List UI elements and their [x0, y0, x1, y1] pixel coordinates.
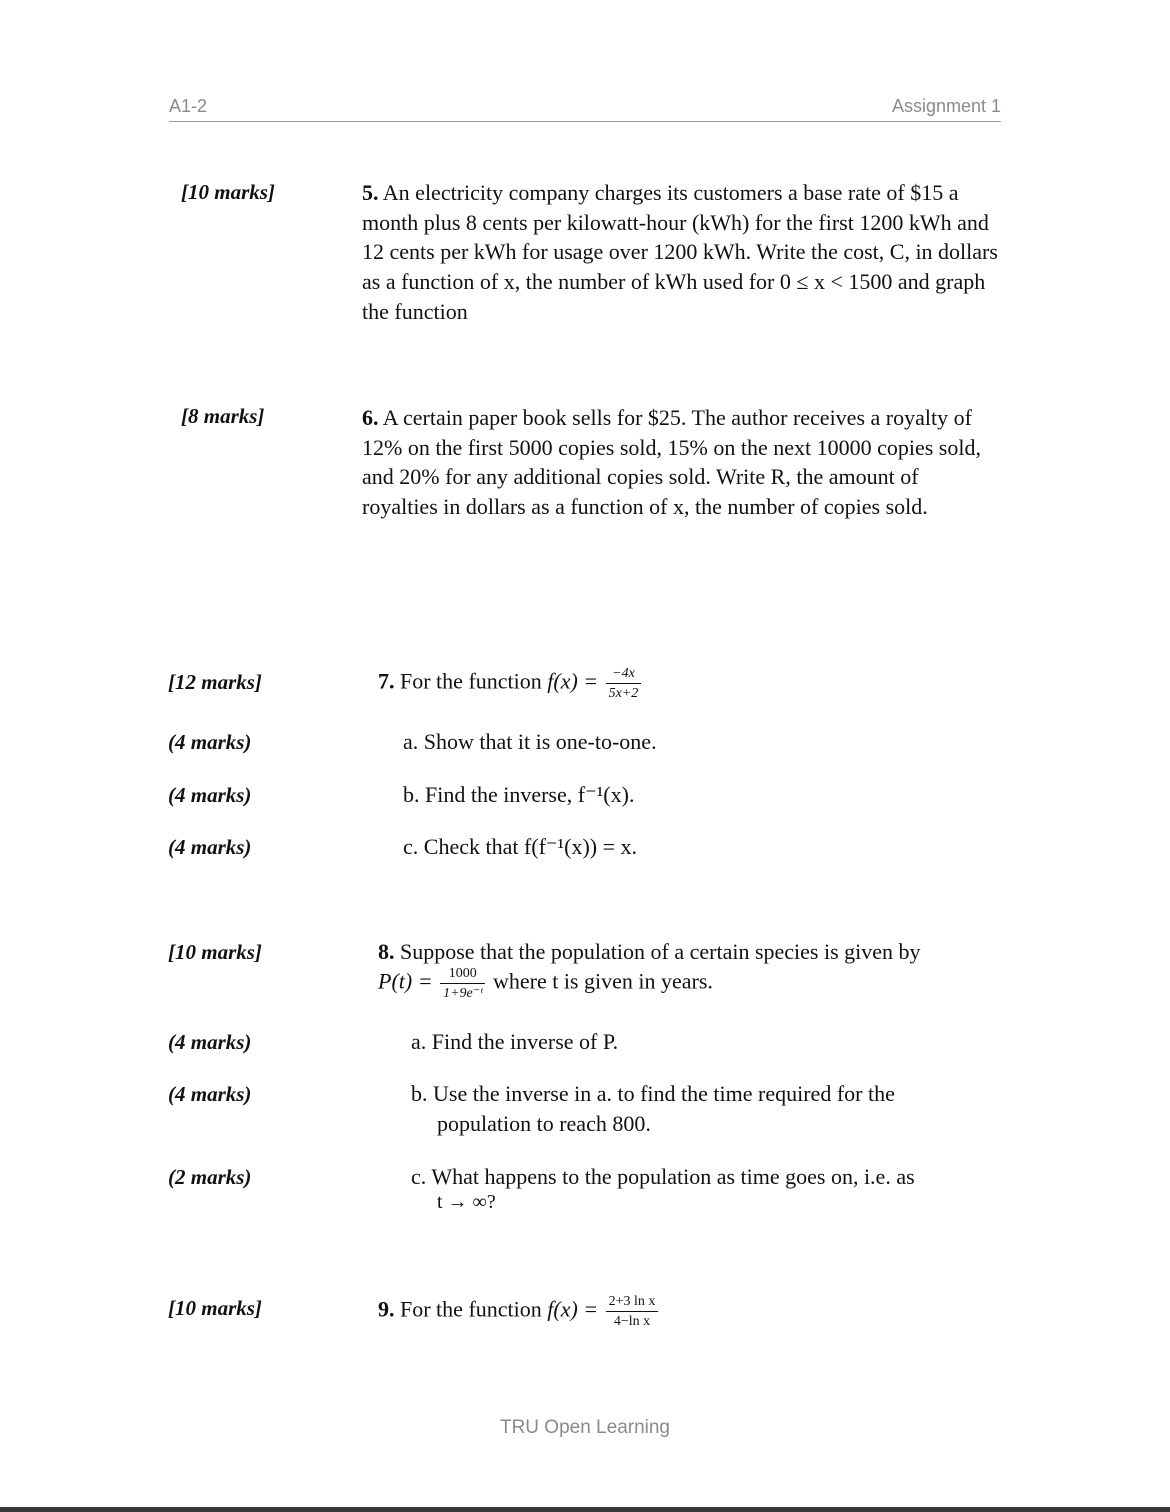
q8-intro: Suppose that the population of a certain species is given by [400, 939, 921, 964]
q9-number: 9. [378, 1296, 395, 1322]
page-id: A1-2 [169, 96, 208, 116]
q7c-marks: (4 marks) [168, 835, 252, 859]
q9-fraction [606, 1292, 659, 1331]
q8a-marks: (4 marks) [168, 1030, 252, 1054]
q9-marks: [10 marks] [168, 1296, 262, 1320]
q9-frac-denominator: 4−ln x [613, 1314, 651, 1329]
page-footer: TRU Open Learning [499, 1417, 671, 1438]
q8b-text-line1: b. Use the inverse in a. to find the time required for the [411, 1081, 895, 1106]
q5-marks: [10 marks] [181, 180, 275, 204]
q7-equation [378, 664, 643, 703]
q5-number: 5. [362, 180, 379, 205]
q9-func: f(x) = [547, 1296, 599, 1322]
q7-frac-denominator: 5x+2 [608, 686, 639, 701]
q8c-text-line2: t → ∞? [437, 1191, 496, 1213]
page-header [169, 96, 1001, 122]
q8-equation-rest: where t is given in years. [492, 968, 713, 994]
q8c-marks: (2 marks) [168, 1165, 252, 1189]
q6-text [362, 403, 994, 522]
q8-fraction [440, 964, 485, 1003]
q9-equation [378, 1292, 660, 1331]
q8-equation [378, 964, 713, 1003]
q6-marks: [8 marks] [181, 404, 265, 428]
q8-number: 8. [378, 939, 395, 964]
q7a-marks: (4 marks) [168, 730, 252, 754]
q7-marks: [12 marks] [168, 670, 262, 694]
q8-marks: [10 marks] [168, 940, 262, 964]
q7-func: f(x) = [547, 668, 599, 694]
q7-intro: For the function [400, 668, 542, 694]
q7c-text: c. Check that f(f⁻¹(x)) = x. [403, 834, 638, 859]
q8-line1 [378, 939, 921, 965]
q8-frac-numerator: 1000 [440, 964, 485, 984]
q5-body: An electricity company charges its customers a base rate of $15 a month plus 8 cents per kilowatt-hour (kWh) for the first 1200 kWh and 12 cents per kWh for usage over 1200 kWh. Write the cost, C, in dollars as a function of x, the number of kWh used for 0 ≤ x < 1500 and graph the function [362, 180, 998, 324]
document-title: Assignment 1 [891, 96, 1001, 116]
q9-frac-numerator: 2+3 ln x [606, 1292, 659, 1312]
q8a-text: a. Find the inverse of P. [411, 1029, 619, 1054]
q8b-text-line2: population to reach 800. [437, 1111, 651, 1136]
page-bottom-border [0, 1507, 1170, 1512]
q8-func: P(t) = [378, 968, 433, 994]
q8b-marks: (4 marks) [168, 1082, 252, 1106]
q7-fraction [606, 664, 642, 703]
q9-intro: For the function [400, 1296, 542, 1322]
q8c-text-line1: c. What happens to the population as time goes on, i.e. as [411, 1164, 915, 1189]
q7a-text: a. Show that it is one-to-one. [403, 729, 657, 754]
q6-number: 6. [362, 405, 379, 430]
q7b-text: b. Find the inverse, f⁻¹(x). [403, 782, 635, 807]
q7b-marks: (4 marks) [168, 783, 252, 807]
q5-text [362, 178, 1002, 327]
q7-number: 7. [378, 668, 395, 694]
q6-body: A certain paper book sells for $25. The author receives a royalty of 12% on the first 5000 copies sold, 15% on the next 10000 copies sold, and 20% for any additional copies sold. Write R, the amount of royalties in dollars as a function of x, the number of copies sold. [362, 405, 981, 520]
q7-frac-numerator: −4x [606, 664, 642, 684]
q8-frac-denominator: 1+9e⁻ᵗ [443, 986, 483, 1001]
